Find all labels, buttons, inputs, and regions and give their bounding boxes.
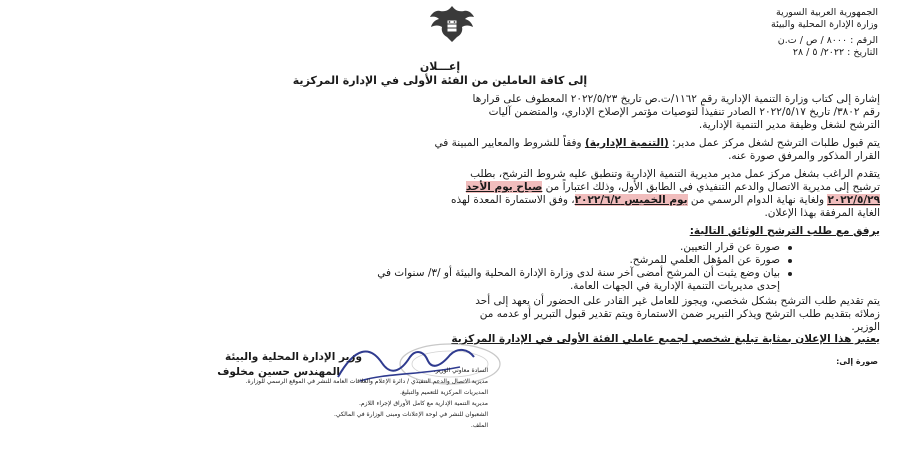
highlight-start-day: صباح يوم الأحد [465, 181, 543, 193]
emphasis-position: (التنمية الإدارية) [584, 137, 669, 149]
distribution-item-5: الشعبوان للنشر في لوحة الإعلانات ومبنى الوزارة في المالكي. [333, 411, 488, 418]
distribution-item-2: مديرية الاتصال والدعم التنفيذي / دائرة الإعلام والعلاقات العامة للنشر في الموقع الرسمي للوزارة. [245, 378, 488, 385]
syrian-eagle-emblem-icon [428, 2, 476, 46]
distribution-item-1: السادة معاوني الوزير. [433, 367, 488, 374]
document-item-3-line-1: بيان وضع يثبت أن المرشح أمضى آخر سنة لدى وزارة الإدارة المحلية والبيئة أو /٣/ سنوات في [377, 267, 780, 279]
list-bullet [788, 259, 792, 263]
paragraph-4-line-2: زملائه بتقديم طلب الترشح ويذكر التبرير ضمن الاستمارة ويتم تقدير قبول التبرير أو عدمه من [479, 308, 880, 320]
paragraph-2-line-2: القرار المذكور والمرفق صورة عنه. [728, 150, 880, 162]
paragraph-3-line-3: ٢٠٢٢/٥/٢٩ ولغاية نهاية الدوام الرسمي من يوم الخميس ٢٠٢٢/٦/٢، وفق الاستمارة المعدة لهذه [451, 194, 880, 206]
header-ministry: وزارة الإدارة المحلية والبيئة [770, 19, 878, 30]
closing-statement: يعتبر هذا الإعلان بمثابة تبليغ شخصي لجميع عاملي الفئة الأولى في الإدارة المركزية [451, 333, 880, 345]
distribution-item-4: مديرية التنمية الإدارية مع كامل الأوراق لإجراء اللازم. [359, 400, 488, 407]
list-bullet [788, 272, 792, 276]
list-bullet [788, 246, 792, 250]
document-item-3-line-2: إحدى مديريات التنمية الإدارية في الجهات العامة. [569, 280, 780, 292]
paragraph-1-line-1: إشارة إلى كتاب وزارة التنمية الإدارية رقم ١١٦٢/ت.ص تاريخ ٢٠٢٢/٥/٢٣ المعطوف على قرارها [472, 93, 880, 105]
document-item-1: صورة عن قرار التعيين. [679, 241, 780, 253]
document-item-2: صورة عن المؤهل العلمي للمرشح. [629, 254, 780, 266]
distribution-item-6: الملف. [470, 422, 488, 429]
paragraph-3-line-1: يتقدم الراغب بشغل مركز عمل مدير مديرية التنمية الإدارية وتنطبق عليه شروط الترشح، بطلب [470, 168, 880, 180]
header-ref-number: الرقم : ٨٠٠٠ / ص / ت.ن [777, 35, 878, 46]
paragraph-2-line-1: يتم قبول طلبات الترشح لشغل مركز عمل مدير: (التنمية الإدارية) وفقاً للشروط والمعايير المبينة في [434, 137, 880, 149]
signature-title: وزير الإدارة المحلية والبيئة [224, 351, 362, 363]
highlight-end-date: يوم الخميس ٢٠٢٢/٦/٢ [574, 194, 688, 206]
paragraph-1-line-3: الترشح لشغل وظيفة مدير التنمية الإدارية. [698, 119, 880, 131]
distribution-heading: صورة إلى: [836, 357, 878, 366]
paragraph-1-line-2: رقم ٣٨٠٢/ تاريخ ٢٠٢٢/٥/١٧ الصادر تنفيذاً لتوصيات مؤتمر الإصلاح الإداري، والمتضمن آليات [488, 106, 880, 118]
header-country: الجمهورية العربية السورية [775, 7, 878, 18]
announcement-subtitle: إلى كافة العاملين من الفئة الأولى في الإدارة المركزية [292, 74, 588, 87]
distribution-item-3: المديريات المركزية للتعميم والتبليغ. [400, 389, 488, 396]
paragraph-3-line-4: الغاية المرفقة بهذا الإعلان. [764, 207, 880, 219]
signature-name: المهندس حسين مخلوف [217, 366, 340, 378]
announcement-title: إعـــلان [419, 60, 461, 73]
highlight-start-date: ٢٠٢٢/٥/٢٩ [827, 194, 880, 206]
paragraph-3-line-2: ترشيح إلى مديرية الاتصال والدعم التنفيذي في الطابق الأول، وذلك اعتباراً من صباح يوم الأحد [465, 181, 880, 193]
paragraph-4-line-1: يتم تقديم طلب الترشح بشكل شخصي، ويجوز للعامل غير القادر على الحضور أن يعهد إلى أحد [475, 295, 880, 307]
paragraph-4-line-3: الوزير. [851, 321, 880, 333]
documents-heading: يرفق مع طلب الترشح الوثائق التالية: [689, 225, 880, 237]
header-date: التاريخ : ٢٠٢٢/ ٥ / ٢٨ [792, 47, 878, 58]
